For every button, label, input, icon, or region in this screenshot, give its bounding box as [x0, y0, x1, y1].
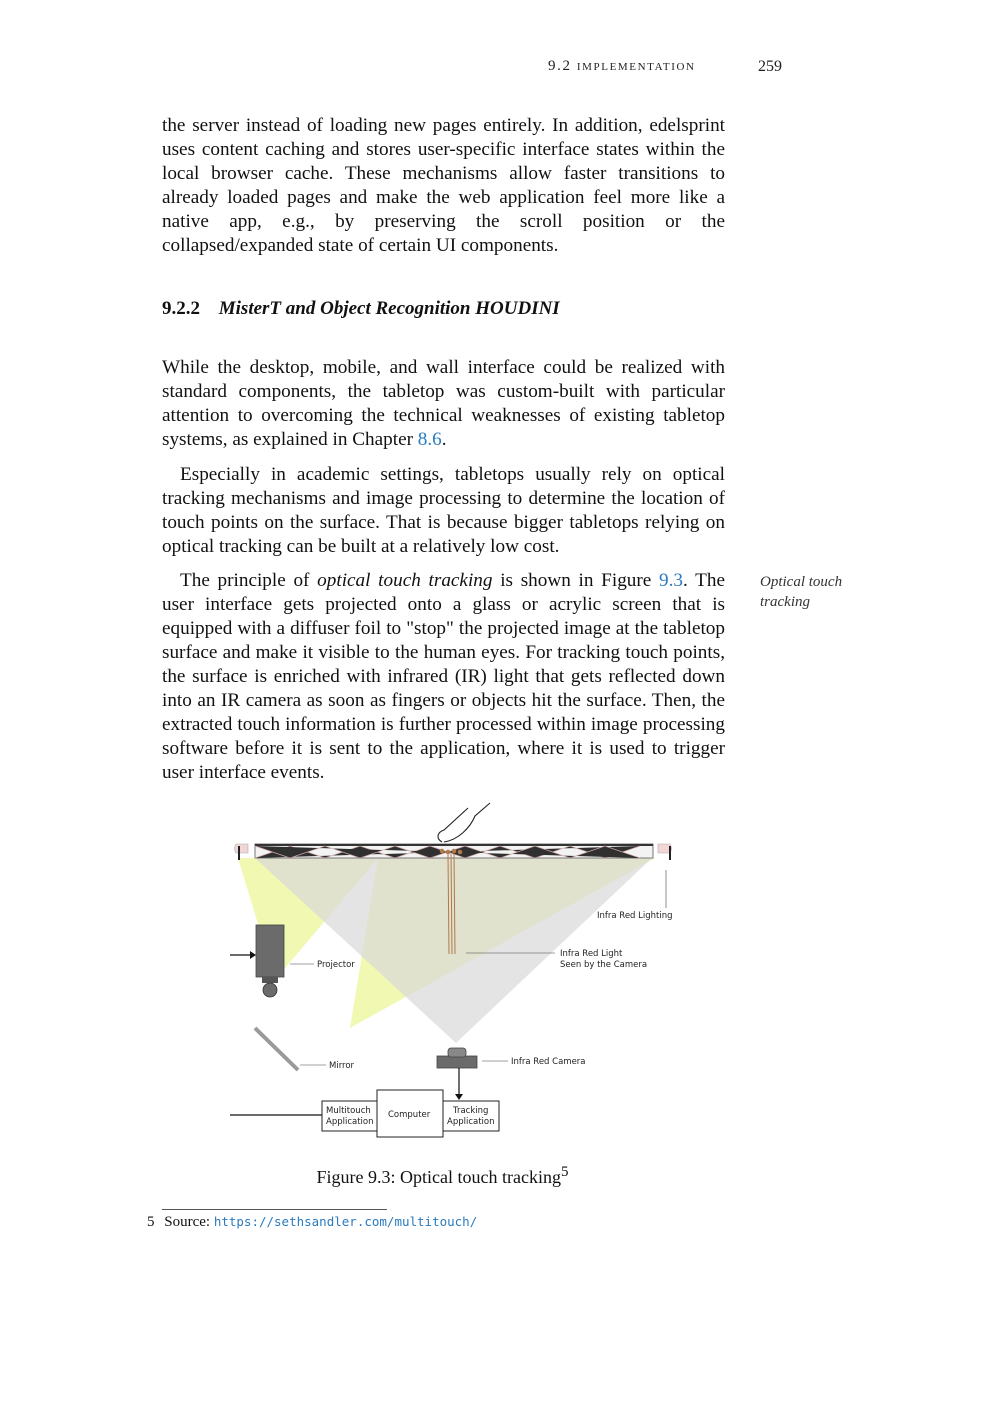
figure-reference-link[interactable]: 9.3 [659, 570, 683, 591]
figure-diagram [230, 798, 690, 1143]
label-ir-camera: Infra Red Camera [511, 1057, 586, 1067]
paragraph-tabletop-text: While the desktop, mobile, and wall interface could be realized with standard components, the tabletop was custom-built with particular attention to overcoming the technical weaknesses of existing tabletop systems, as explained in Chapter [162, 357, 725, 450]
paragraph-academic: Especially in academic settings, tabletops usually rely on optical tracking mechanisms and image processing to determine the location of touch points on the surface. That is because bigger tabletops relying on optical tracking can be built at a relatively low cost. [162, 464, 725, 557]
section-heading [162, 298, 560, 320]
paragraph-principle-text: The principle of [180, 570, 318, 591]
finger [438, 803, 490, 842]
section-title: MisterT and Object Recognition HOUDINI [218, 298, 560, 319]
paragraph-tabletop [162, 356, 725, 452]
footnote-label: Source: [164, 1214, 211, 1230]
margin-note: Optical touch tracking [760, 574, 843, 610]
caption-footnote-mark: 5 [560, 1164, 569, 1180]
footnote-number: 5 [147, 1214, 155, 1230]
section-number: 9.2.2 [162, 298, 200, 319]
label-multitouch-1: Multitouch [326, 1106, 371, 1116]
ir-led-left [235, 844, 248, 853]
paragraph-tabletop-end: . [441, 429, 447, 450]
caption-text: Figure 9.3: Optical touch tracking [316, 1167, 561, 1187]
label-ir-light-seen-2: Seen by the Camera [560, 960, 648, 970]
label-tracking-2: Application [447, 1117, 495, 1127]
label-multitouch-2: Application [326, 1117, 374, 1127]
footnote-url-link[interactable]: https://sethsandler.com/multitouch/ [213, 1214, 478, 1229]
label-projector: Projector [317, 960, 355, 970]
figure-caption [0, 1164, 885, 1188]
label-ir-lighting: Infra Red Lighting [597, 911, 673, 921]
label-ir-light-seen-1: Infra Red Light [560, 949, 623, 959]
footnote-rule [162, 1209, 387, 1210]
projector-lens [263, 983, 277, 997]
paragraph-principle [162, 569, 725, 785]
paragraph-principle-text-2: is shown in Figure [492, 570, 660, 591]
chapter-reference-link[interactable]: 8.6 [417, 429, 442, 450]
label-tracking-1: Tracking [453, 1106, 489, 1116]
label-mirror: Mirror [329, 1061, 355, 1071]
page-number: 259 [758, 58, 782, 75]
ir-camera-lens [448, 1048, 466, 1057]
paragraph-principle-text-3: . The user interface gets projected onto a glass or acrylic screen that is equipped with a diffuser foil to "stop" the projected image at the tabletop surface and make it visible to the human eyes. For tracking touch points, the surface is enriched with infrared (IR) light that gets reflected down into an IR camera as soon as fingers or objects hit the surface. Then, the extracted touch information is further processed within image processing software before it is sent to the application, where it is used to trigger user interface events. [162, 570, 725, 783]
figure-optical-touch-tracking [230, 798, 690, 1143]
paragraph-intro: the server instead of loading new pages entirely. In addition, edelsprint uses content caching and stores user-specific interface states within the local browser cache. These mechanisms allow faster transitions to already loaded pages and make the web application feel more like a native app, e.g., by preserving the scroll position or the collapsed/expanded state of certain UI components. [162, 115, 725, 256]
footnote [147, 1214, 477, 1231]
emphasis-term: optical touch tracking [317, 570, 493, 591]
label-computer: Computer [388, 1110, 431, 1120]
projector [256, 925, 284, 977]
ir-camera [437, 1056, 477, 1068]
mirror [255, 1028, 298, 1070]
running-head: 9.2 implementation [548, 58, 696, 74]
